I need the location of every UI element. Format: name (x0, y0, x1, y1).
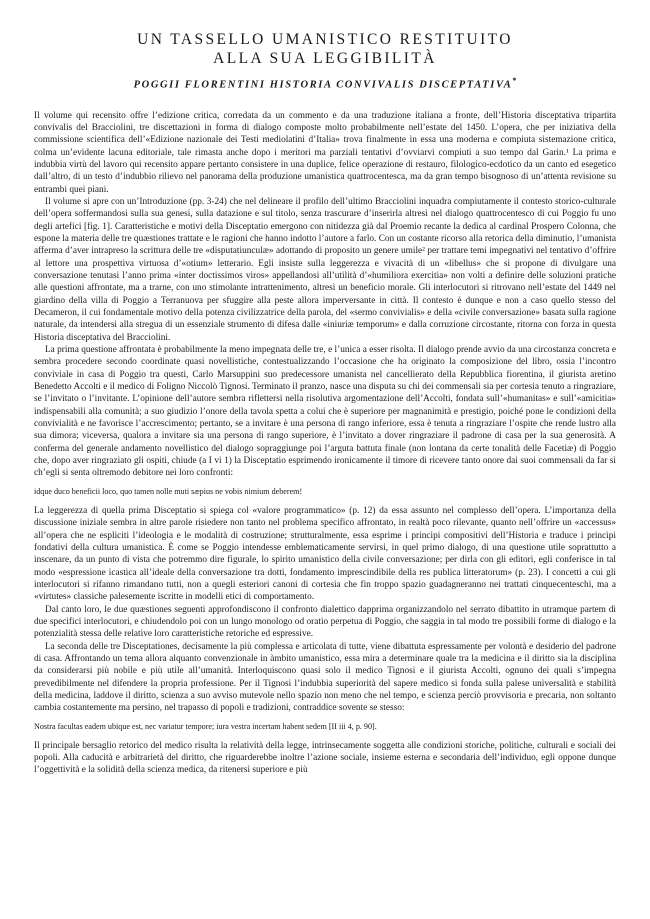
block-quote-1: idque duco beneficii loco, quo tamen nolle muti sæpius ne vobis nimium deberem! (34, 486, 303, 496)
paragraph-1: Il volume qui recensito offre l’edizione critica, corredata da un commento e da una traduzione italiana a fronte, dell’Historia disceptativa tripartita convivalis del Bracciolini, tre discettazioni in forma di dialogo composte molto probabilmente nell’estate del 1450. L’opera, che per iniziativa della commissione scientifica dell’«Edizione nazionale dei Testi mediolatini d’Italia» trova finalmente in essa una moderna e compiuta sistemazione critica, colma un’evidente lacuna editoriale, tale rimasta anche dopo i meritori ma parziali tentativi d’ovviarvi compiuti a suo tempo dal Garin.¹ La prima e indubbia virtù del lavoro qui recensito appare pertanto consistere in una duplice, felice operazione di restauro, filologico-ecdotico da un canto ed esegetico dall’altro, di un testo d’indubbio rilievo nel panorama della produzione umanistica quattrocentesca, ma da gran tempo bisognoso di un’attenta revisione su entrambi quei piani. (34, 110, 616, 195)
article-body (34, 110, 616, 777)
paragraph-7: Il principale bersaglio retorico del medico risulta la relatività della legge, intrinsecamente soggetta alle condizioni storiche, politiche, culturali e sociali dei popoli. Alla caducità e arbitrarietà del diritto, che riguarderebbe inoltre l’azione sociale, insieme esterna e secondaria dell’individuo, egli oppone dunque l’oggettività e la solidità della scienza medica, da ritenersi superiore e più (34, 740, 616, 776)
block-quote-2: Nostra facultas eadem ubique est, nec variatur tempore; iura vestra incertam habent sedem [II iii 4, p. 90]. (34, 721, 377, 731)
paragraph-5: Dal canto loro, le due quæstiones seguenti approfondiscono il confronto dialettico dapprima organizzandolo nel serrato dibattito in utramque partem di due specifici interlocutori, e chiudendolo poi con un lungo monologo od oratio perpetua di Poggio, che saggia in tal modo tre possibili forme di dialogo e la potenzialità stessa delle relative loro caratteristiche retoriche ed espressive. (34, 604, 616, 640)
paragraph-3: La prima questione affrontata è probabilmente la meno impegnata delle tre, e l’unica a esser risolta. Il dialogo prende avvio da una circostanza concreta e sembra procedere secondo coordinate quasi novellistiche, contestualizzando l’occasione che ha originato la composizione del libro, ossia l’incontro conviviale in casa di Poggio tra questi, Carlo Marsuppini suo predecessore umanista nel cancellierato della Repubblica fiorentina, il giurista aretino Benedetto Accolti e il medico di Foligno Niccolò Tignosi. Terminato il pranzo, nasce una disputa su chi dei commensali sia per cortesia tenuto a ringraziare, se l’invitato o l’invitante. L’opinione dell’autore sembra riflettersi nella risolutiva argomentazione dell’Accolti, fondata sull’«humanitas» e sull’«amicitia» indispensabili alla comunità; a suo giudizio l’onore della tavola spetta a colui che è superiore per magnanimità e prestigio, poiché pone le condizioni della convivialità e ne favorisce l’accrescimento; pertanto, se a invitare è una persona di rango inferiore, essa è tenuta a ringraziare l’ospite che rende lustro alla sua dimora; viceversa, qualora a invitare sia una persona di rango superiore, è l’invitato a dover ringraziare il padrone di casa per la sua generosità. A conferma del generale andamento novellistico del dialogo sopraggiunge poi l’arguta battuta finale (non lontana da certe tonalità delle Facetiæ) di Poggio che, dopo aver ringraziato gli ospiti, chiude (a I vi 1) la Disceptatio esprimendo ironicamente il timore di ricevere tanto onore dai suoi commensali da far sì ch’egli si senta oltremodo debitore nei loro confronti: (34, 345, 616, 479)
title-line-1: UN TASSELLO UMANISTICO RESTITUITO (137, 31, 513, 48)
paragraph-4: La leggerezza di quella prima Disceptatio si spiega col «valore programmatico» (p. 12) da essa assunto nel complesso dell’opera. L’importanza della discussione iniziale sembra in altre parole risiedere non tanto nel problema specifico affrontato, in realtà poco rilevante, quanto nell’offrire un «accessus» all’opera che ne espliciti l’ideologia e le modalità di costruzione; strutturalmente, essa esprime i princìpi compositivi dell’Historia e traduce i princìpi fondativi della cultura umanistica. È come se Poggio intendesse emblematicamente servirsi, in quel primo dialogo, di una questione utile soprattutto a inscenare, da un punto di vista che potremmo dire figurale, lo spirito umanistico della civile conversazione; per dirla con gli editori, egli conferisce in tal modo «espressione icastica all’ideale della conversazione tra dotti, fondamento imprescindibile della res publica litteratorum» (p. 23). I concetti a cui gli interlocutori si rifanno rimandano tutti, non a quegli esteriori canoni di cortesia che fin troppo spazio guadagneranno nei trattati cinquecenteschi, ma a «virtutes» classiche palesemente iscritte in modelli etici di comportamento. (34, 505, 616, 603)
paragraph-6: La seconda delle tre Disceptationes, decisamente la più complessa e articolata di tutte, viene dibattuta espressamente per volontà e desiderio del padrone di casa. Affrontando un tema allora alquanto convenzionale in àmbito umanistico, essa mira a determinare quale tra la medicina e il diritto sia la disciplina da considerarsi più nobile e più utile all’umanità. Interloquiscono quasi solo il medico Tignosi e il giurista Accolti, ognuno dei quali s’impegna prevedibilmente nel difendere la propria professione. Per il Tignosi l’indubbia superiorità del sapere medico si fonda sulla palese universalità e stabilità della medicina, laddove il diritto, scienza a suo avviso mutevole nello spazio non meno che nel tempo, e scienza perciò provvisoria e precaria, non soltanto cambia costantemente ma persino, nel trapasso di popoli e tradizioni, contraddice sovente se stesso: (34, 641, 616, 714)
footnote-mark: * (512, 76, 517, 85)
article-title (34, 30, 616, 68)
paragraph-2: Il volume si apre con un’Introduzione (pp. 3-24) che nel delineare il profilo dell’ultimo Bracciolini inquadra compiutamente il contesto storico-culturale dell’opera soffermandosi sulla sua genesi, sulla datazione e sul titolo, senza trascurare d’inserirla altresì nel dialogo quattrocentesco di cui Poggio fu uno degli artefici [fig. 1]. Caratteristiche e motivi della Disceptatio emergono con nitidezza già dal Proemio recante la dedica al cardinal Prospero Colonna, che espone la materia delle tre quæstiones trattate e le ragioni che hanno indotto l’autore a farlo. Con un costante ricorso alla retorica della diminutio, l’umanista afferma d’aver intrapreso la scrittura delle tre «disputatiunculæ» adottando di proposito un genere umile² per trattare temi impegnativi nel tentativo d’offrire al lettore una prospettiva virtuosa d’«otium» letterario. Egli insiste sulla leggerezza e vivacità di un «libellus» che si propone di divulgare una conversazione tenutasi l’anno prima «inter doctissimos viros» appellandosi all’utilità d’«humiliora exercitia» non volti a definire delle soluzioni pratiche alle questioni affrontate, ma a trarne, con uno stimolante intrattenimento, altresì un beneficio morale. Gli interlocutori si ritrovano nell’estate del 1449 nel giardino della villa di Poggio a Terranuova per sfuggire alla peste allora imperversante in città. Il contesto è dunque e non a caso quello stesso del Decameron, il cui fondamentale motivo della potenza civilizzatrice della parola, del «sermo convivialis» e della «civile conversazione» basata sulla ragione naturale, da intendersi alla stregua di un essenziale strumento di difesa dalle «iniuriæ temporum» e dalla corruzione circostante, ritorna con forza in questa Historia disceptativa del Bracciolini. (34, 196, 616, 343)
subtitle-text: POGGII FLORENTINI HISTORIA CONVIVALIS DISCEPTATIVA (133, 79, 513, 91)
title-line-2: ALLA SUA LEGGIBILITÀ (213, 50, 437, 67)
article-subtitle (34, 76, 616, 91)
